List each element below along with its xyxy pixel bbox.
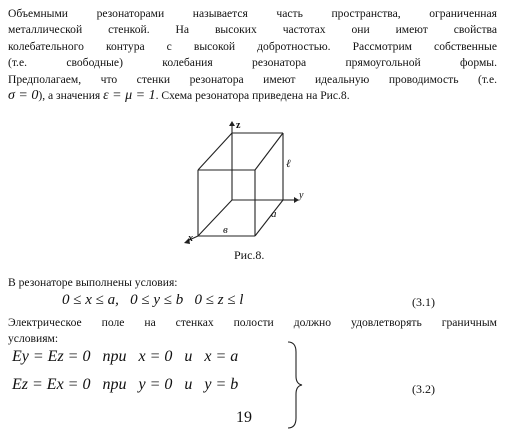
paragraph-line-5: Предполагаем, что стенки резонатора имеют идеальную проводимость (т.е. — [8, 72, 497, 86]
paragraph-line-6-end: . Схема резонатора приведена на Рис.8. — [155, 89, 350, 103]
axis-label-x: x — [188, 233, 193, 244]
conditions-formula: 0 ≤ x ≤ a, 0 ≤ y ≤ b 0 ≤ z ≤ l — [62, 292, 244, 308]
boundary-equation-2: Ez = Ex = 0 при y = 0 и y = b — [12, 376, 239, 393]
axis-label-y: y — [299, 190, 304, 201]
paragraph-line-2: металлической стенкой. На высоких частотах они имеют свойства — [8, 23, 497, 37]
conditions-number: (3.1) — [412, 295, 435, 309]
boundary-intro-line-2: условиям: — [8, 332, 59, 345]
cube-edge — [255, 133, 283, 170]
system-brace — [284, 340, 304, 430]
page-number: 19 — [236, 409, 252, 426]
dimension-label-a: a — [271, 208, 277, 220]
paragraph-line-3: колебательного контура с высокой добротностью. Рассмотрим собственные — [8, 39, 497, 53]
epsilon-mu-formula: ε = μ = 1 — [103, 88, 156, 104]
paragraph-line-6-mid: ), а значения — [38, 89, 101, 103]
boundary-intro-line-1: Электрическое поле на стенках полости должно удовлетворять граничным — [8, 316, 497, 329]
paragraph-line-4: (т.е. свободные) колебания резонатора прямоугольной формы. — [8, 56, 497, 70]
dimension-label-l: ℓ — [286, 158, 291, 170]
dimension-label-b: в — [223, 224, 228, 236]
conditions-intro: В резонаторе выполнены условия: — [8, 276, 178, 289]
axis-label-z: z — [236, 120, 241, 131]
boundary-equation-1: Ey = Ez = 0 при x = 0 и x = a — [12, 348, 239, 365]
boundary-number: (3.2) — [412, 382, 435, 396]
figure-caption: Рис.8. — [234, 248, 265, 262]
cube-edge — [255, 200, 283, 236]
z-axis-arrow — [229, 121, 235, 126]
sigma-formula: σ = 0 — [8, 88, 39, 104]
paragraph-line-1: Объемными резонаторами называется часть пространства, ограниченная — [8, 7, 497, 20]
cube-edge — [198, 133, 232, 170]
